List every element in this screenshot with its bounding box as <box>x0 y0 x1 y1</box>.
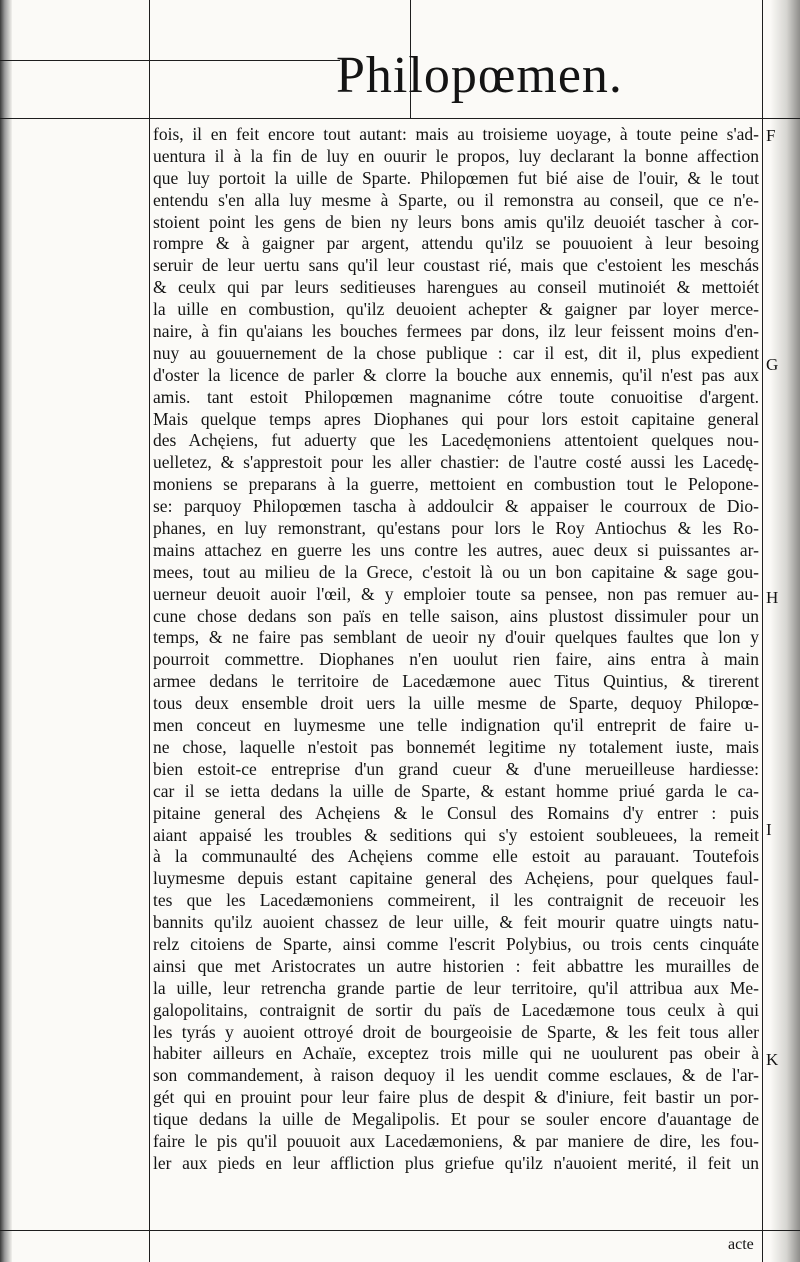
left-margin-rule <box>149 0 150 1262</box>
margin-letter-f: F <box>766 126 776 145</box>
text-line: fois, il en feit encore tout autant: mais au troisieme uoyage, à toute peine s'ad- <box>153 124 759 144</box>
text-line: armee dedans le territoire de Lacedæmone auec Titus Quintius, & tirerent <box>153 671 759 692</box>
text-line: des Achęiens, fut aduerty que les Lacedęmoniens attentoient quelques nou- <box>153 430 759 451</box>
header-rule-upper <box>0 60 340 61</box>
text-line: luymesme depuis estant capitaine general des Achęiens, pour quelques faul- <box>153 868 759 889</box>
right-margin-rule <box>762 0 763 1262</box>
text-line: d'oster la licence de parler & clorre la bouche aux ennemis, qu'il n'est pas aux <box>153 364 759 385</box>
text-line: pourroit commettre. Diophanes n'en uoulut rien faire, ains entra à main <box>153 649 759 670</box>
text-line: se: parquoy Philopœmen tascha à addoulcir & appaiser le courroux de Dio- <box>153 496 759 517</box>
margin-letter-g: G <box>766 355 779 374</box>
margin-letter-i: I <box>766 820 772 839</box>
text-line: car il se ietta dedans la uille de Sparte, & estant homme priué garda le ca- <box>153 780 759 801</box>
text-line: men conceut en luymesme une telle indignation qu'il entreprit de faire u- <box>153 715 759 736</box>
text-line: nuy au gouuernement de la chose publique : car il est, dit il, plus expedient <box>153 342 759 363</box>
text-line: bannits qu'ilz auoient chassez de leur uille, & feit mourir quatre uingts natu- <box>153 912 759 933</box>
text-line: seruir de leur uertu sans qu'il leur coustast rié, mais que c'estoient les meschás <box>153 255 759 276</box>
text-line: ainsi que met Aristocrates un autre historien : feit abbattre les murailles de <box>153 955 759 976</box>
text-line: aiant appaisé les troubles & seditions qui s'y estoient soubleuees, la remeit <box>153 824 759 845</box>
margin-letter-h: H <box>766 588 779 607</box>
running-title: Philopœmen. <box>336 47 623 104</box>
text-line: habiter ailleurs en Achaïe, exceptez trois mille qui ne uoulurent pas obeir à <box>153 1043 759 1064</box>
header-rule-lower <box>0 118 800 119</box>
text-line: pitaine general des Achęiens & le Consul des Romains d'y entrer : puis <box>153 802 759 823</box>
text-line: son commandement, à raison dequoy il les uendit comme esclaues, & de l'ar- <box>153 1065 759 1086</box>
text-line: la uille en combustion, qu'ilz deuoient achepter & gaigner par loyer merce- <box>153 299 759 320</box>
text-line: ne chose, laquelle n'estoit pas bonnemét legitime ny totalement iuste, mais <box>153 736 759 757</box>
text-line: uentura il à la fin de luy en ouurir le propos, luy declarant la bonne affection <box>153 145 759 166</box>
text-line: ler aux pieds en leur affliction plus griefue qu'ilz n'auoient merité, il feit un <box>153 1152 759 1173</box>
text-line: mees, tout au milieu de la Grece, c'estoit là ou un bon capitaine & sage gou- <box>153 561 759 582</box>
margin-letter-k: K <box>766 1050 779 1069</box>
text-line: uelletez, & s'apprestoit pour les aller chastier: de l'autre costé aussi les Lacedę- <box>153 452 759 473</box>
gutter-shadow <box>0 0 12 1262</box>
text-line: tes que les Lacedæmoniens commeirent, il les contraignit de receuoir les <box>153 890 759 911</box>
text-line: relz citoiens de Sparte, ainsi comme l'escrit Polybius, ou trois cents cinquáte <box>153 933 759 954</box>
footer-rule <box>0 1230 800 1231</box>
text-line: faire le pis qu'il pouuoit aux Lacedæmoniens, & par maniere de dire, les fou- <box>153 1130 759 1151</box>
text-line: uerneur deuoit auoir l'œil, & y emploier toute sa pensee, non pas remuer au- <box>153 583 759 604</box>
text-line: amis. tant estoit Philopœmen magnanime cótre toute conuoitise d'argent. <box>153 386 759 407</box>
text-line: cune chose dedans son païs en telle saison, ains plustost dissimuler pour un <box>153 605 759 626</box>
text-line: gét qui en prouint pour leur faire plus de despit & d'iniure, feit bastir un por- <box>153 1087 759 1108</box>
text-line: mains attachez en guerre les uns contre les autres, auec deux si puissantes ar- <box>153 539 759 560</box>
text-line: galopolitains, contraignit de sortir du païs de Lacedæmone tous ceulx à qui <box>153 999 759 1020</box>
text-line: stoient point les gens de bien ny leurs bons amis qu'ilz deuoiét tascher à cor- <box>153 211 759 232</box>
text-line: tique dedans la uille de Megalipolis. Et pour se souler encore d'auantage de <box>153 1109 759 1130</box>
text-line: à la communaulté des Achęiens comme elle estoit au parauant. Toutefois <box>153 846 759 867</box>
text-line: rompre & à gaigner par argent, attendu qu'ilz se pouuoient à leur besoing <box>153 233 759 254</box>
text-line: que luy portoit la uille de Sparte. Philopœmen fut bié aise de l'ouir, & le tout <box>153 167 759 188</box>
text-line: phanes, en luy remonstrant, qu'estans pour lors le Roy Antiochus & les Ro- <box>153 518 759 539</box>
text-line: & ceulx qui par leurs seditieuses harengues au conseil mutinoiét & mettoiét <box>153 277 759 298</box>
text-line: temps, & ne faire pas semblant de ueoir ny d'ouir quelques faultes que lon y <box>153 627 759 648</box>
text-line: naire, à fin qu'aians les bouches fermees par dons, ilz leur feissent moins d'en- <box>153 321 759 342</box>
text-line: les tyrás y auoient ottroyé droit de bourgeoisie de Sparte, & les feit tous aller <box>153 1021 759 1042</box>
page-edge-shadow <box>770 0 800 1262</box>
text-line: entendu s'en alla luy mesme à Sparte, ou il remonstra au conseil, que ce n'e- <box>153 189 759 210</box>
text-line: bien estoit-ce entreprise d'un grand cueur & d'une merueilleuse hardiesse: <box>153 758 759 779</box>
catchword: acte <box>728 1236 754 1253</box>
text-line: Mais quelque temps apres Diophanes qui pour lors estoit capitaine general <box>153 408 759 429</box>
text-line: moniens se preparans à la guerre, mettoient en combustion tout le Pelopone- <box>153 474 759 495</box>
text-line: la uille, leur retrencha grande partie de leur territoire, qu'il attribua aux Me- <box>153 977 759 998</box>
body-text <box>153 124 759 1175</box>
text-line: tous deux ensemble droit uers la uille mesme de Sparte, dequoy Philopœ- <box>153 693 759 714</box>
